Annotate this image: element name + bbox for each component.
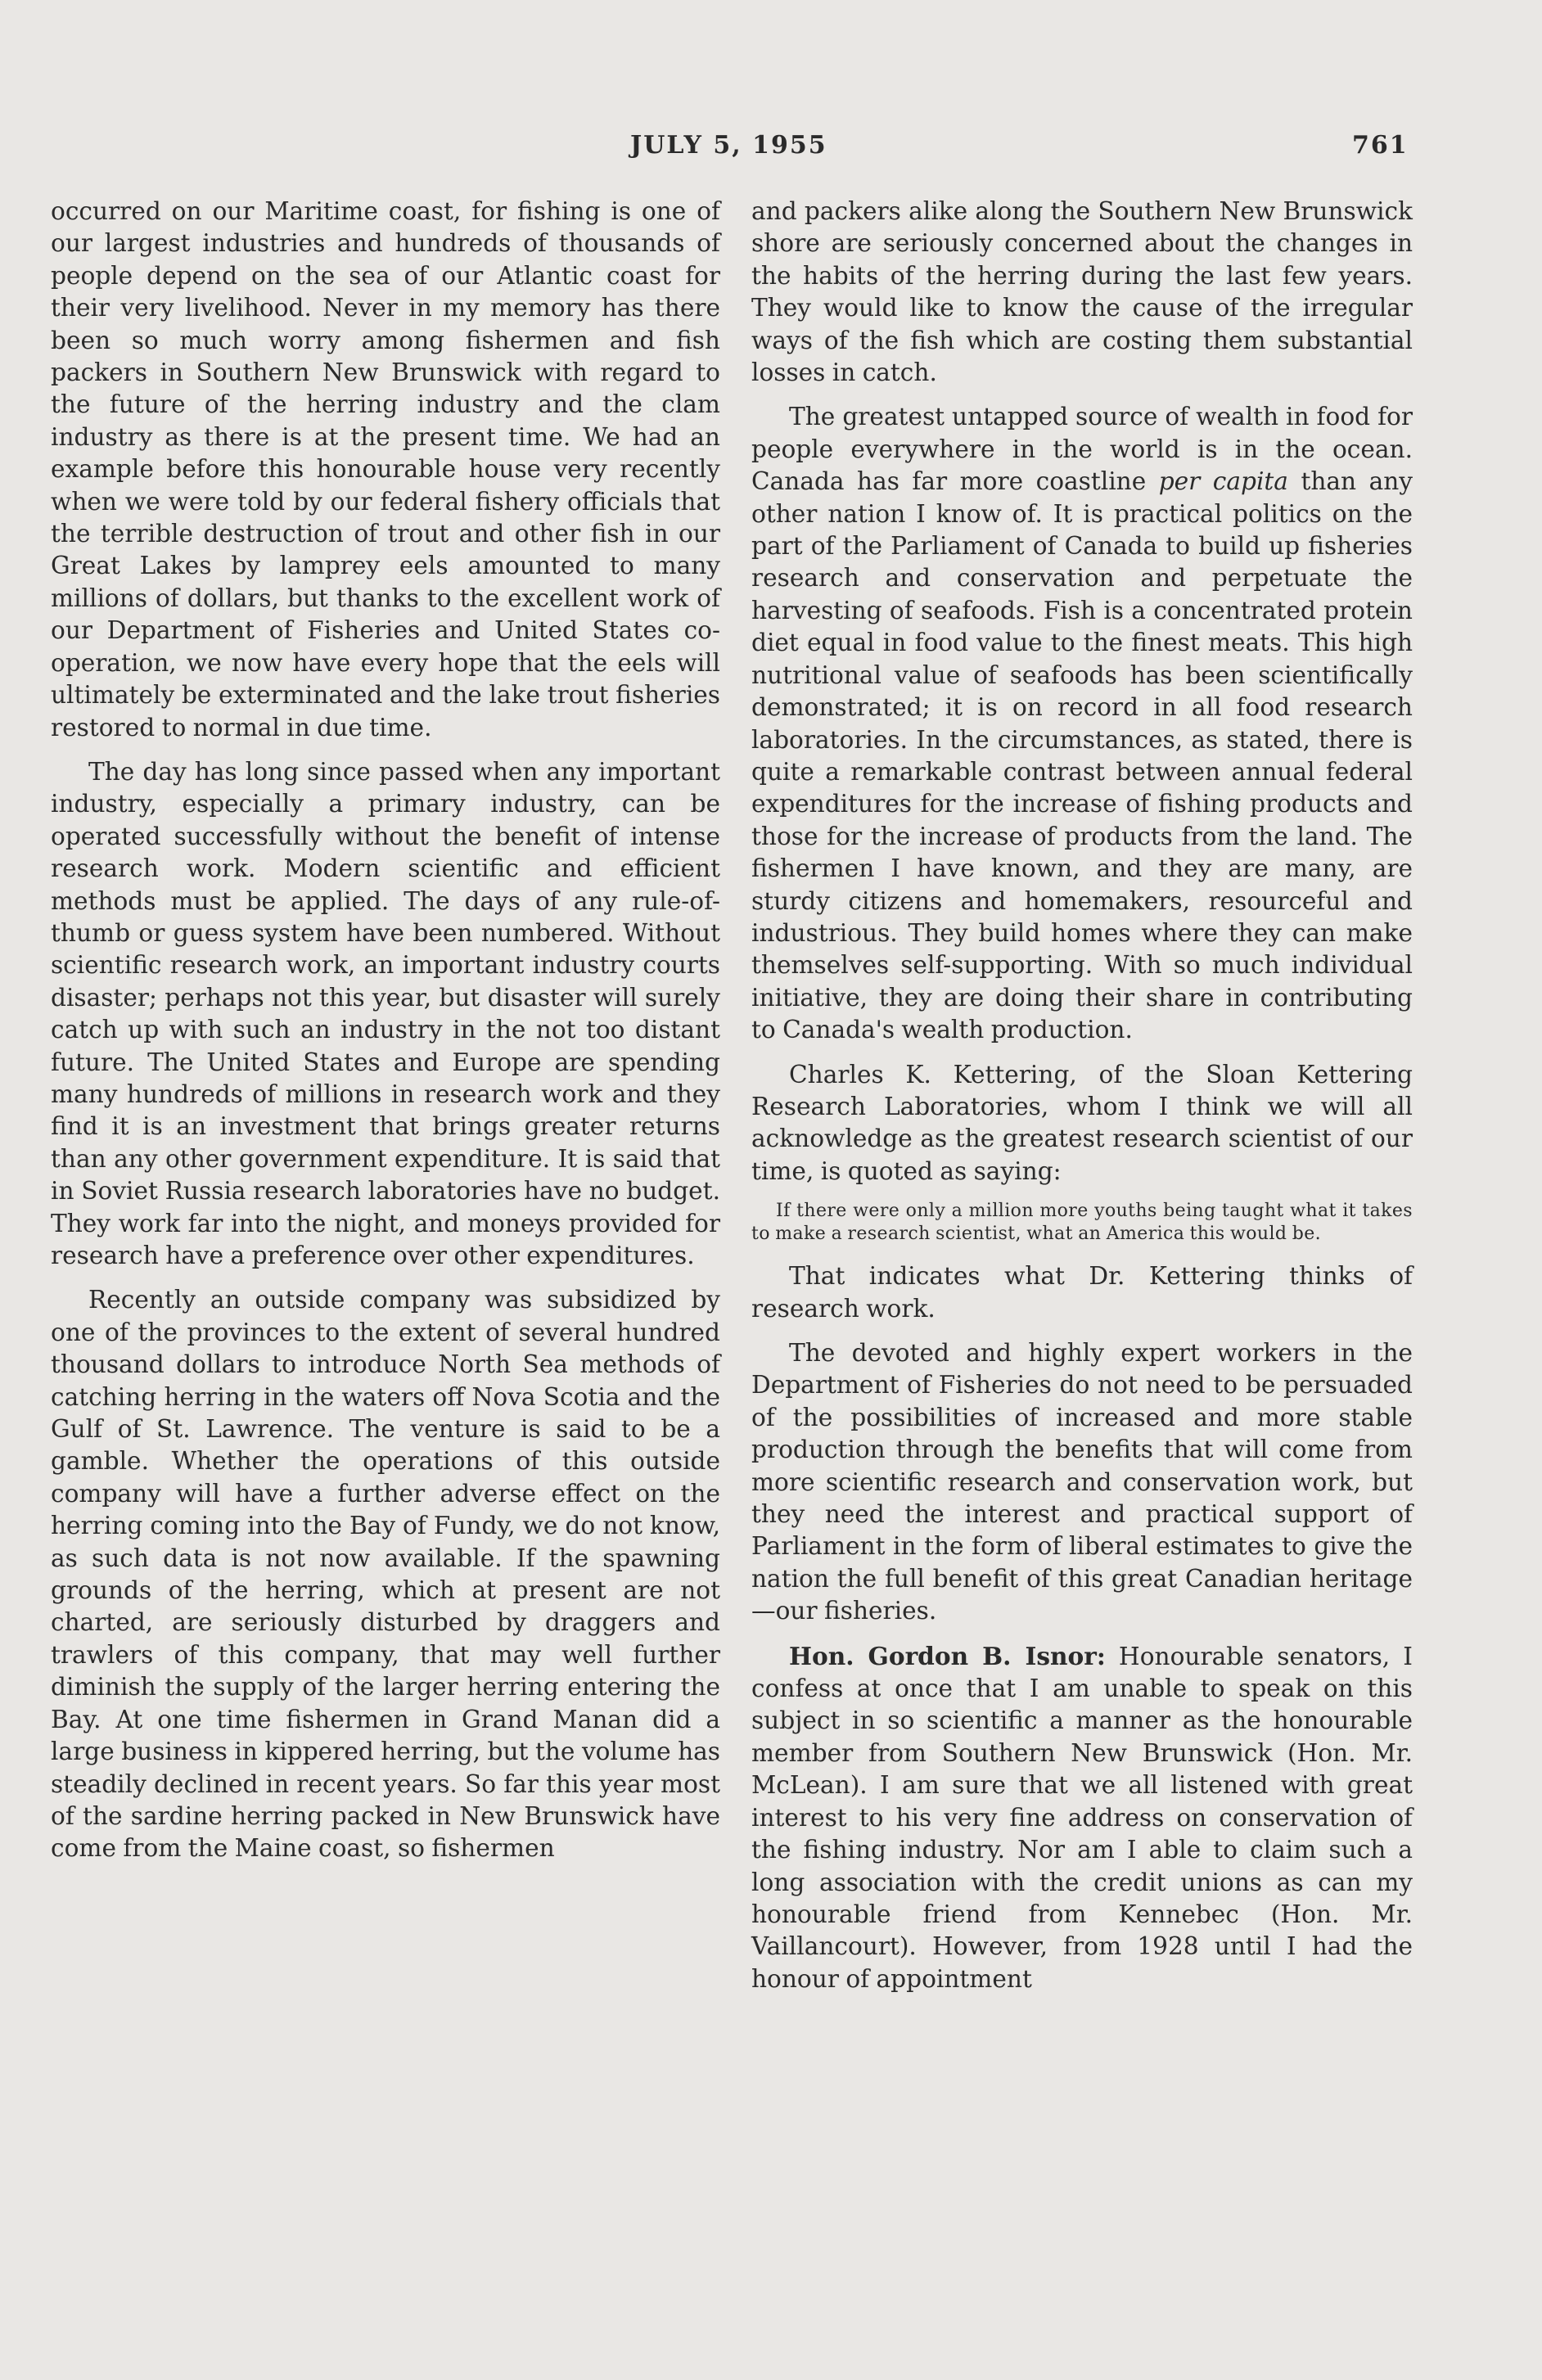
speaker-name: Hon. Gordon B. Isnor: <box>789 1641 1106 1670</box>
paragraph: Recently an outside company was subsidized by one of the provinces to the extent of several hundred thousand dollars to introduce North Sea methods of catching herring in the waters off Nova Scotia and the Gulf of St. Lawrence. The venture is said to be a gamble. Whether the operations of this outside company will have a further adverse effect on the herring coming into the Bay of Fundy, we do not know, as such data is not now available. If the spawning grounds of the herring, which at present are not charted, are seriously disturbed by draggers and trawlers of this company, that may well further diminish the supply of the larger herring entering the Bay. At one time fishermen in Grand Manan did a large business in kippered herring, but the volume has steadily declined in recent years. So far this year most of the sardine herring packed in New Brunswick have come from the Maine coast, so fishermen <box>51 1286 720 1863</box>
paragraph <box>751 1640 1413 1995</box>
paragraph: The devoted and highly expert workers in the Department of Fisheries do not need to be persuaded of the possibilities of increased and more stable production through the benefits that will come from more scientific research and conservation work, but they need the interest and practical support of Parliament in the form of liberal estimates to give the nation the full benefit of this great Canadian heritage—our fisheries. <box>751 1339 1413 1625</box>
paragraph-text: Honourable senators, I confess at once that I am unable to speak on this subject in so scientific a manner as the honourable member from Southern New Brunswick (Hon. Mr. McLean). I am sure that we all listened with great interest to his very fine address on conservation of the fishing industry. Nor am I able to claim such a long association with the credit unions as can my honourable friend from Kennebec (Hon. Mr. Vaillancourt). However, from 1928 until I had the honour of appointment <box>751 1642 1413 1993</box>
right-column <box>751 196 1413 2008</box>
paragraph: and packers alike along the Southern New Brunswick shore are seriously concerned about the changes in the habits of the herring during the last few years. They would like to know the cause of the irregular ways of the fish which are costing them substantial losses in catch. <box>751 197 1413 387</box>
paragraph: That indicates what Dr. Kettering thinks of research work. <box>751 1262 1413 1323</box>
paragraph <box>751 401 1413 1046</box>
paragraph: Charles K. Kettering, of the Sloan Kettering Research Laboratories, whom I think we will all acknowledge as the greatest research scientist of our time, is quoted as saying: <box>751 1060 1413 1185</box>
block-quote: If there were only a million more youths being taught what it takes to make a research scientist, what an America this would be. <box>751 1201 1413 1245</box>
header-date: JULY 5, 1955 <box>630 131 827 160</box>
paragraph-text: than any other nation I know of. It is practical politics on the part of the Parliament of Canada to build up fisheries research and conservation and perpetuate the harvesting of seafoods. Fish is a concentrated protein diet equal in food value to the finest meats. This high nutritional value of seafoods has been scientifically demonstrated; it is on record in all food research laboratories. In the circumstances, as stated, there is quite a remarkable contrast between annual federal expenditures for the increase of fishing products and those for the increase of products from the land. The fishermen I have known, and they are many, are sturdy citizens and homemakers, resourceful and industrious. They build homes where they can make themselves self-supporting. With so much individual initiative, they are doing their share in contributing to Canada's wealth production. <box>751 467 1413 1044</box>
italic-text: per capita <box>1158 467 1288 496</box>
paragraph-text: The greatest untapped source of wealth in food for people everywhere in the world is in the ocean. Canada has far more coastline <box>751 403 1413 496</box>
page-number: 761 <box>1352 131 1409 160</box>
paragraph: The day has long since passed when any important industry, especially a primary industry, can be operated successfully without the benefit of intense research work. Modern scientific and efficient methods must be applied. The days of any rule-of-thumb or guess system have been numbered. Without scientific research work, an important industry courts disaster; perhaps not this year, but disaster will surely catch up with such an industry in the not too distant future. The United States and Europe are spending many hundreds of millions in research work and they find it is an investment that brings greater returns than any other government expenditure. It is said that in Soviet Russia research laboratories have no budget. They work far into the night, and moneys provided for research have a preference over other expenditures. <box>51 757 720 1269</box>
left-column <box>51 196 720 1877</box>
paragraph: occurred on our Maritime coast, for fishing is one of our largest industries and hundreds of thousands of people depend on the sea of our Atlantic coast for their very livelihood. Never in my memory has there been so much worry among fishermen and fish packers in Southern New Brunswick with regard to the future of the herring industry and the clam industry as there is at the present time. We had an example before this honourable house very recently when we were told by our federal fishery officials that the terrible destruction of trout and other fish in our Great Lakes by lamprey eels amounted to many millions of dollars, but thanks to the excellent work of our Department of Fisheries and United States co-operation, we now have every hope that the eels will ultimately be exterminated and the lake trout fisheries restored to normal in due time. <box>51 197 720 741</box>
page-header <box>0 131 1542 172</box>
